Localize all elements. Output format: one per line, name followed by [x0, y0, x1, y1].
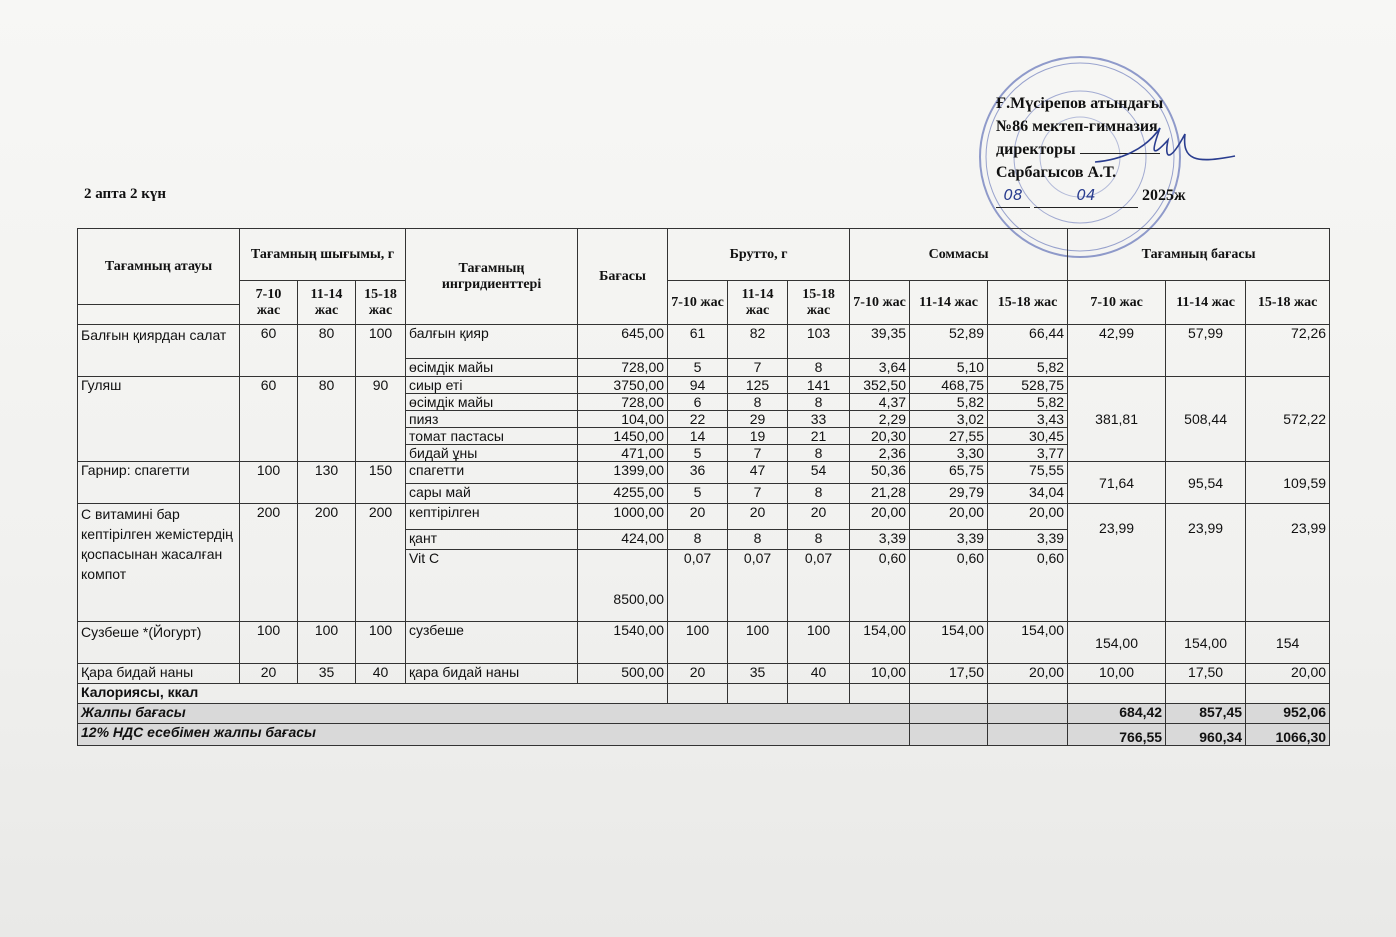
dish-price-15-18: 72,26 [1246, 325, 1330, 377]
brutto-11-14: 82 [728, 325, 788, 359]
brutto-15-18: 20 [788, 504, 850, 530]
dish-price-7-10: 42,99 [1068, 325, 1166, 377]
dish-name: Қара бидай наны [78, 664, 240, 684]
header-sum-15-18: 15-18 жас [988, 281, 1068, 325]
output-7-10: 100 [240, 622, 298, 664]
sum-7-10: 3,64 [850, 359, 910, 377]
sum-7-10: 21,28 [850, 484, 910, 504]
dish-price-7-10: 71,64 [1068, 462, 1166, 504]
sum-7-10: 3,39 [850, 530, 910, 550]
date-month: 04 [1076, 186, 1096, 204]
sum-7-10: 154,00 [850, 622, 910, 664]
brutto-15-18: 141 [788, 377, 850, 394]
total-row [78, 704, 1330, 724]
table-row [78, 664, 1330, 684]
dish-price-7-10: 23,99 [1068, 504, 1166, 622]
sum-11-14: 0,60 [910, 550, 988, 622]
output-7-10: 200 [240, 504, 298, 622]
vat-total-11-14: 960,34 [1166, 724, 1246, 746]
output-15-18: 40 [356, 664, 406, 684]
sum-11-14: 65,75 [910, 462, 988, 484]
calories-label: Калориясы, ккал [78, 684, 668, 704]
dish-name: Балғын қиярдан салат [78, 325, 240, 377]
brutto-7-10: 20 [668, 664, 728, 684]
ingredient-price: 1399,00 [578, 462, 668, 484]
output-7-10: 20 [240, 664, 298, 684]
dish-price-11-14: 17,50 [1166, 664, 1246, 684]
brutto-11-14: 7 [728, 445, 788, 462]
ingredient: кептірілген [406, 504, 578, 530]
header-dish-name: Тағамның атауы [78, 229, 240, 305]
menu-table [77, 228, 1330, 746]
ingredient: қара бидай наны [406, 664, 578, 684]
sum-11-14: 27,55 [910, 428, 988, 445]
header-brutto-15-18: 15-18 жас [788, 281, 850, 325]
dish-price-11-14: 57,99 [1166, 325, 1246, 377]
ingredient-price: 645,00 [578, 325, 668, 359]
table-row [78, 504, 1330, 530]
ingredient: бидай ұны [406, 445, 578, 462]
ingredient-price: 728,00 [578, 359, 668, 377]
sum-7-10: 0,60 [850, 550, 910, 622]
header-sum-11-14: 11-14 жас [910, 281, 988, 325]
header-ingredients: Тағамның ингридиенттері [406, 229, 578, 325]
ingredient-price: 471,00 [578, 445, 668, 462]
output-11-14: 100 [298, 622, 356, 664]
sum-15-18: 66,44 [988, 325, 1068, 359]
brutto-15-18: 100 [788, 622, 850, 664]
output-15-18: 150 [356, 462, 406, 504]
sum-15-18: 75,55 [988, 462, 1068, 484]
dish-price-15-18: 109,59 [1246, 462, 1330, 504]
output-7-10: 60 [240, 325, 298, 377]
sum-15-18: 154,00 [988, 622, 1068, 664]
total-15-18: 952,06 [1246, 704, 1330, 724]
output-15-18: 100 [356, 622, 406, 664]
brutto-15-18: 8 [788, 359, 850, 377]
output-15-18: 200 [356, 504, 406, 622]
ingredient-price: 1000,00 [578, 504, 668, 530]
brutto-7-10: 14 [668, 428, 728, 445]
brutto-7-10: 0,07 [668, 550, 728, 622]
sum-15-18: 3,77 [988, 445, 1068, 462]
header-dish-price: Тағамның бағасы [1068, 229, 1330, 281]
week-day-label: 2 апта 2 күн [84, 186, 167, 202]
sum-15-18: 3,39 [988, 530, 1068, 550]
header-sum-7-10: 7-10 жас [850, 281, 910, 325]
header-sum: Соммасы [850, 229, 1068, 281]
header-brutto-7-10: 7-10 жас [668, 281, 728, 325]
brutto-7-10: 20 [668, 504, 728, 530]
brutto-15-18: 8 [788, 445, 850, 462]
sum-11-14: 468,75 [910, 377, 988, 394]
dish-name: Сузбеше *(Йогурт) [78, 622, 240, 664]
header-output: Тағамның шығымы, г [240, 229, 406, 281]
output-7-10: 60 [240, 377, 298, 462]
ingredient-price: 728,00 [578, 394, 668, 411]
date-year: 2025ж [1142, 187, 1186, 204]
header-out-15-18: 15-18 жас [356, 281, 406, 325]
sum-11-14: 17,50 [910, 664, 988, 684]
ingredient: сиыр еті [406, 377, 578, 394]
sum-7-10: 4,37 [850, 394, 910, 411]
sum-11-14: 3,02 [910, 411, 988, 428]
sum-15-18: 20,00 [988, 664, 1068, 684]
brutto-7-10: 94 [668, 377, 728, 394]
header-brutto: Брутто, г [668, 229, 850, 281]
sum-11-14: 3,39 [910, 530, 988, 550]
calories-row [78, 684, 1330, 704]
ingredient: сары май [406, 484, 578, 504]
ingredient-price: 104,00 [578, 411, 668, 428]
total-label: Жалпы бағасы [78, 704, 910, 724]
brutto-7-10: 6 [668, 394, 728, 411]
dish-price-7-10: 10,00 [1068, 664, 1166, 684]
header-price-15-18: 15-18 жас [1246, 281, 1330, 325]
ingredient: спагетти [406, 462, 578, 484]
ingredient: сузбеше [406, 622, 578, 664]
output-11-14: 80 [298, 325, 356, 377]
sum-15-18: 34,04 [988, 484, 1068, 504]
brutto-11-14: 35 [728, 664, 788, 684]
sum-15-18: 3,43 [988, 411, 1068, 428]
brutto-11-14: 19 [728, 428, 788, 445]
header-brutto-11-14: 11-14 жас [728, 281, 788, 325]
sum-15-18: 5,82 [988, 359, 1068, 377]
brutto-7-10: 100 [668, 622, 728, 664]
ingredient-price: 424,00 [578, 530, 668, 550]
total-11-14: 857,45 [1166, 704, 1246, 724]
sum-15-18: 20,00 [988, 504, 1068, 530]
brutto-15-18: 33 [788, 411, 850, 428]
dish-price-11-14: 23,99 [1166, 504, 1246, 622]
brutto-11-14: 8 [728, 530, 788, 550]
sum-11-14: 29,79 [910, 484, 988, 504]
table-row [78, 325, 1330, 359]
ingredient: пияз [406, 411, 578, 428]
brutto-7-10: 5 [668, 445, 728, 462]
output-15-18: 100 [356, 325, 406, 377]
sum-7-10: 10,00 [850, 664, 910, 684]
table-row [78, 622, 1330, 664]
brutto-11-14: 20 [728, 504, 788, 530]
ingredient-price: 1540,00 [578, 622, 668, 664]
dish-price-7-10: 381,81 [1068, 377, 1166, 462]
vat-total-row [78, 724, 1330, 746]
output-15-18: 90 [356, 377, 406, 462]
dish-price-11-14: 95,54 [1166, 462, 1246, 504]
output-11-14: 130 [298, 462, 356, 504]
dish-name: Гуляш [78, 377, 240, 462]
brutto-15-18: 103 [788, 325, 850, 359]
dish-price-15-18: 23,99 [1246, 504, 1330, 622]
vat-total-15-18: 1066,30 [1246, 724, 1330, 746]
sum-11-14: 154,00 [910, 622, 988, 664]
sum-7-10: 20,00 [850, 504, 910, 530]
ingredient: томат пастасы [406, 428, 578, 445]
sum-15-18: 30,45 [988, 428, 1068, 445]
brutto-15-18: 0,07 [788, 550, 850, 622]
output-11-14: 35 [298, 664, 356, 684]
sum-7-10: 352,50 [850, 377, 910, 394]
brutto-15-18: 8 [788, 530, 850, 550]
ingredient: балғын қияр [406, 325, 578, 359]
brutto-7-10: 61 [668, 325, 728, 359]
sum-7-10: 50,36 [850, 462, 910, 484]
ingredient-price: 1450,00 [578, 428, 668, 445]
approval-line-1: Ғ.Мүсірепов атындағы [996, 95, 1164, 112]
ingredient-price: 8500,00 [578, 550, 668, 622]
ingredient: өсімдік майы [406, 394, 578, 411]
ingredient-price: 3750,00 [578, 377, 668, 394]
header-price-7-10: 7-10 жас [1068, 281, 1166, 325]
brutto-15-18: 21 [788, 428, 850, 445]
sum-7-10: 2,36 [850, 445, 910, 462]
dish-price-15-18: 572,22 [1246, 377, 1330, 462]
brutto-15-18: 8 [788, 484, 850, 504]
brutto-15-18: 54 [788, 462, 850, 484]
brutto-11-14: 47 [728, 462, 788, 484]
brutto-7-10: 36 [668, 462, 728, 484]
brutto-11-14: 0,07 [728, 550, 788, 622]
ingredient-price: 500,00 [578, 664, 668, 684]
ingredient: қант [406, 530, 578, 550]
brutto-11-14: 29 [728, 411, 788, 428]
sum-11-14: 5,10 [910, 359, 988, 377]
director-label: директоры [996, 141, 1076, 158]
approval-date [996, 184, 1326, 208]
ingredient-price: 4255,00 [578, 484, 668, 504]
header-price: Бағасы [578, 229, 668, 325]
output-7-10: 100 [240, 462, 298, 504]
vat-total-7-10: 766,55 [1068, 724, 1166, 746]
sum-15-18: 0,60 [988, 550, 1068, 622]
brutto-7-10: 22 [668, 411, 728, 428]
output-11-14: 80 [298, 377, 356, 462]
vat-total-label: 12% НДС есебімен жалпы бағасы [78, 724, 910, 746]
director-signature [1090, 120, 1240, 180]
brutto-7-10: 5 [668, 484, 728, 504]
total-7-10: 684,42 [1068, 704, 1166, 724]
dish-price-11-14: 508,44 [1166, 377, 1246, 462]
sum-11-14: 52,89 [910, 325, 988, 359]
dish-price-15-18: 154 [1246, 622, 1330, 664]
output-11-14: 200 [298, 504, 356, 622]
sum-7-10: 20,30 [850, 428, 910, 445]
dish-name: С витамині бар кептірілген жемістердің қоспасынан жасалған компот [78, 504, 240, 622]
dish-name: Гарнир: спагетти [78, 462, 240, 504]
header-price-11-14: 11-14 жас [1166, 281, 1246, 325]
brutto-15-18: 8 [788, 394, 850, 411]
dish-price-7-10: 154,00 [1068, 622, 1166, 664]
sum-11-14: 20,00 [910, 504, 988, 530]
date-day: 08 [1003, 186, 1023, 204]
sum-7-10: 39,35 [850, 325, 910, 359]
table-row [78, 377, 1330, 394]
header-out-11-14: 11-14 жас [298, 281, 356, 325]
brutto-7-10: 8 [668, 530, 728, 550]
brutto-15-18: 40 [788, 664, 850, 684]
header-out-7-10: 7-10 жас [240, 281, 298, 325]
sum-11-14: 3,30 [910, 445, 988, 462]
sum-7-10: 2,29 [850, 411, 910, 428]
table-row [78, 462, 1330, 484]
approval-line-2: №86 мектеп-гимназия [996, 118, 1158, 135]
dish-price-15-18: 20,00 [1246, 664, 1330, 684]
approval-line-4: Сарбагысов А.Т. [996, 164, 1117, 181]
brutto-7-10: 5 [668, 359, 728, 377]
sum-11-14: 5,82 [910, 394, 988, 411]
dish-price-11-14: 154,00 [1166, 622, 1246, 664]
brutto-11-14: 7 [728, 359, 788, 377]
brutto-11-14: 8 [728, 394, 788, 411]
ingredient: өсімдік майы [406, 359, 578, 377]
sum-15-18: 5,82 [988, 394, 1068, 411]
sum-15-18: 528,75 [988, 377, 1068, 394]
ingredient: Vit C [406, 550, 578, 622]
brutto-11-14: 125 [728, 377, 788, 394]
brutto-11-14: 100 [728, 622, 788, 664]
brutto-11-14: 7 [728, 484, 788, 504]
